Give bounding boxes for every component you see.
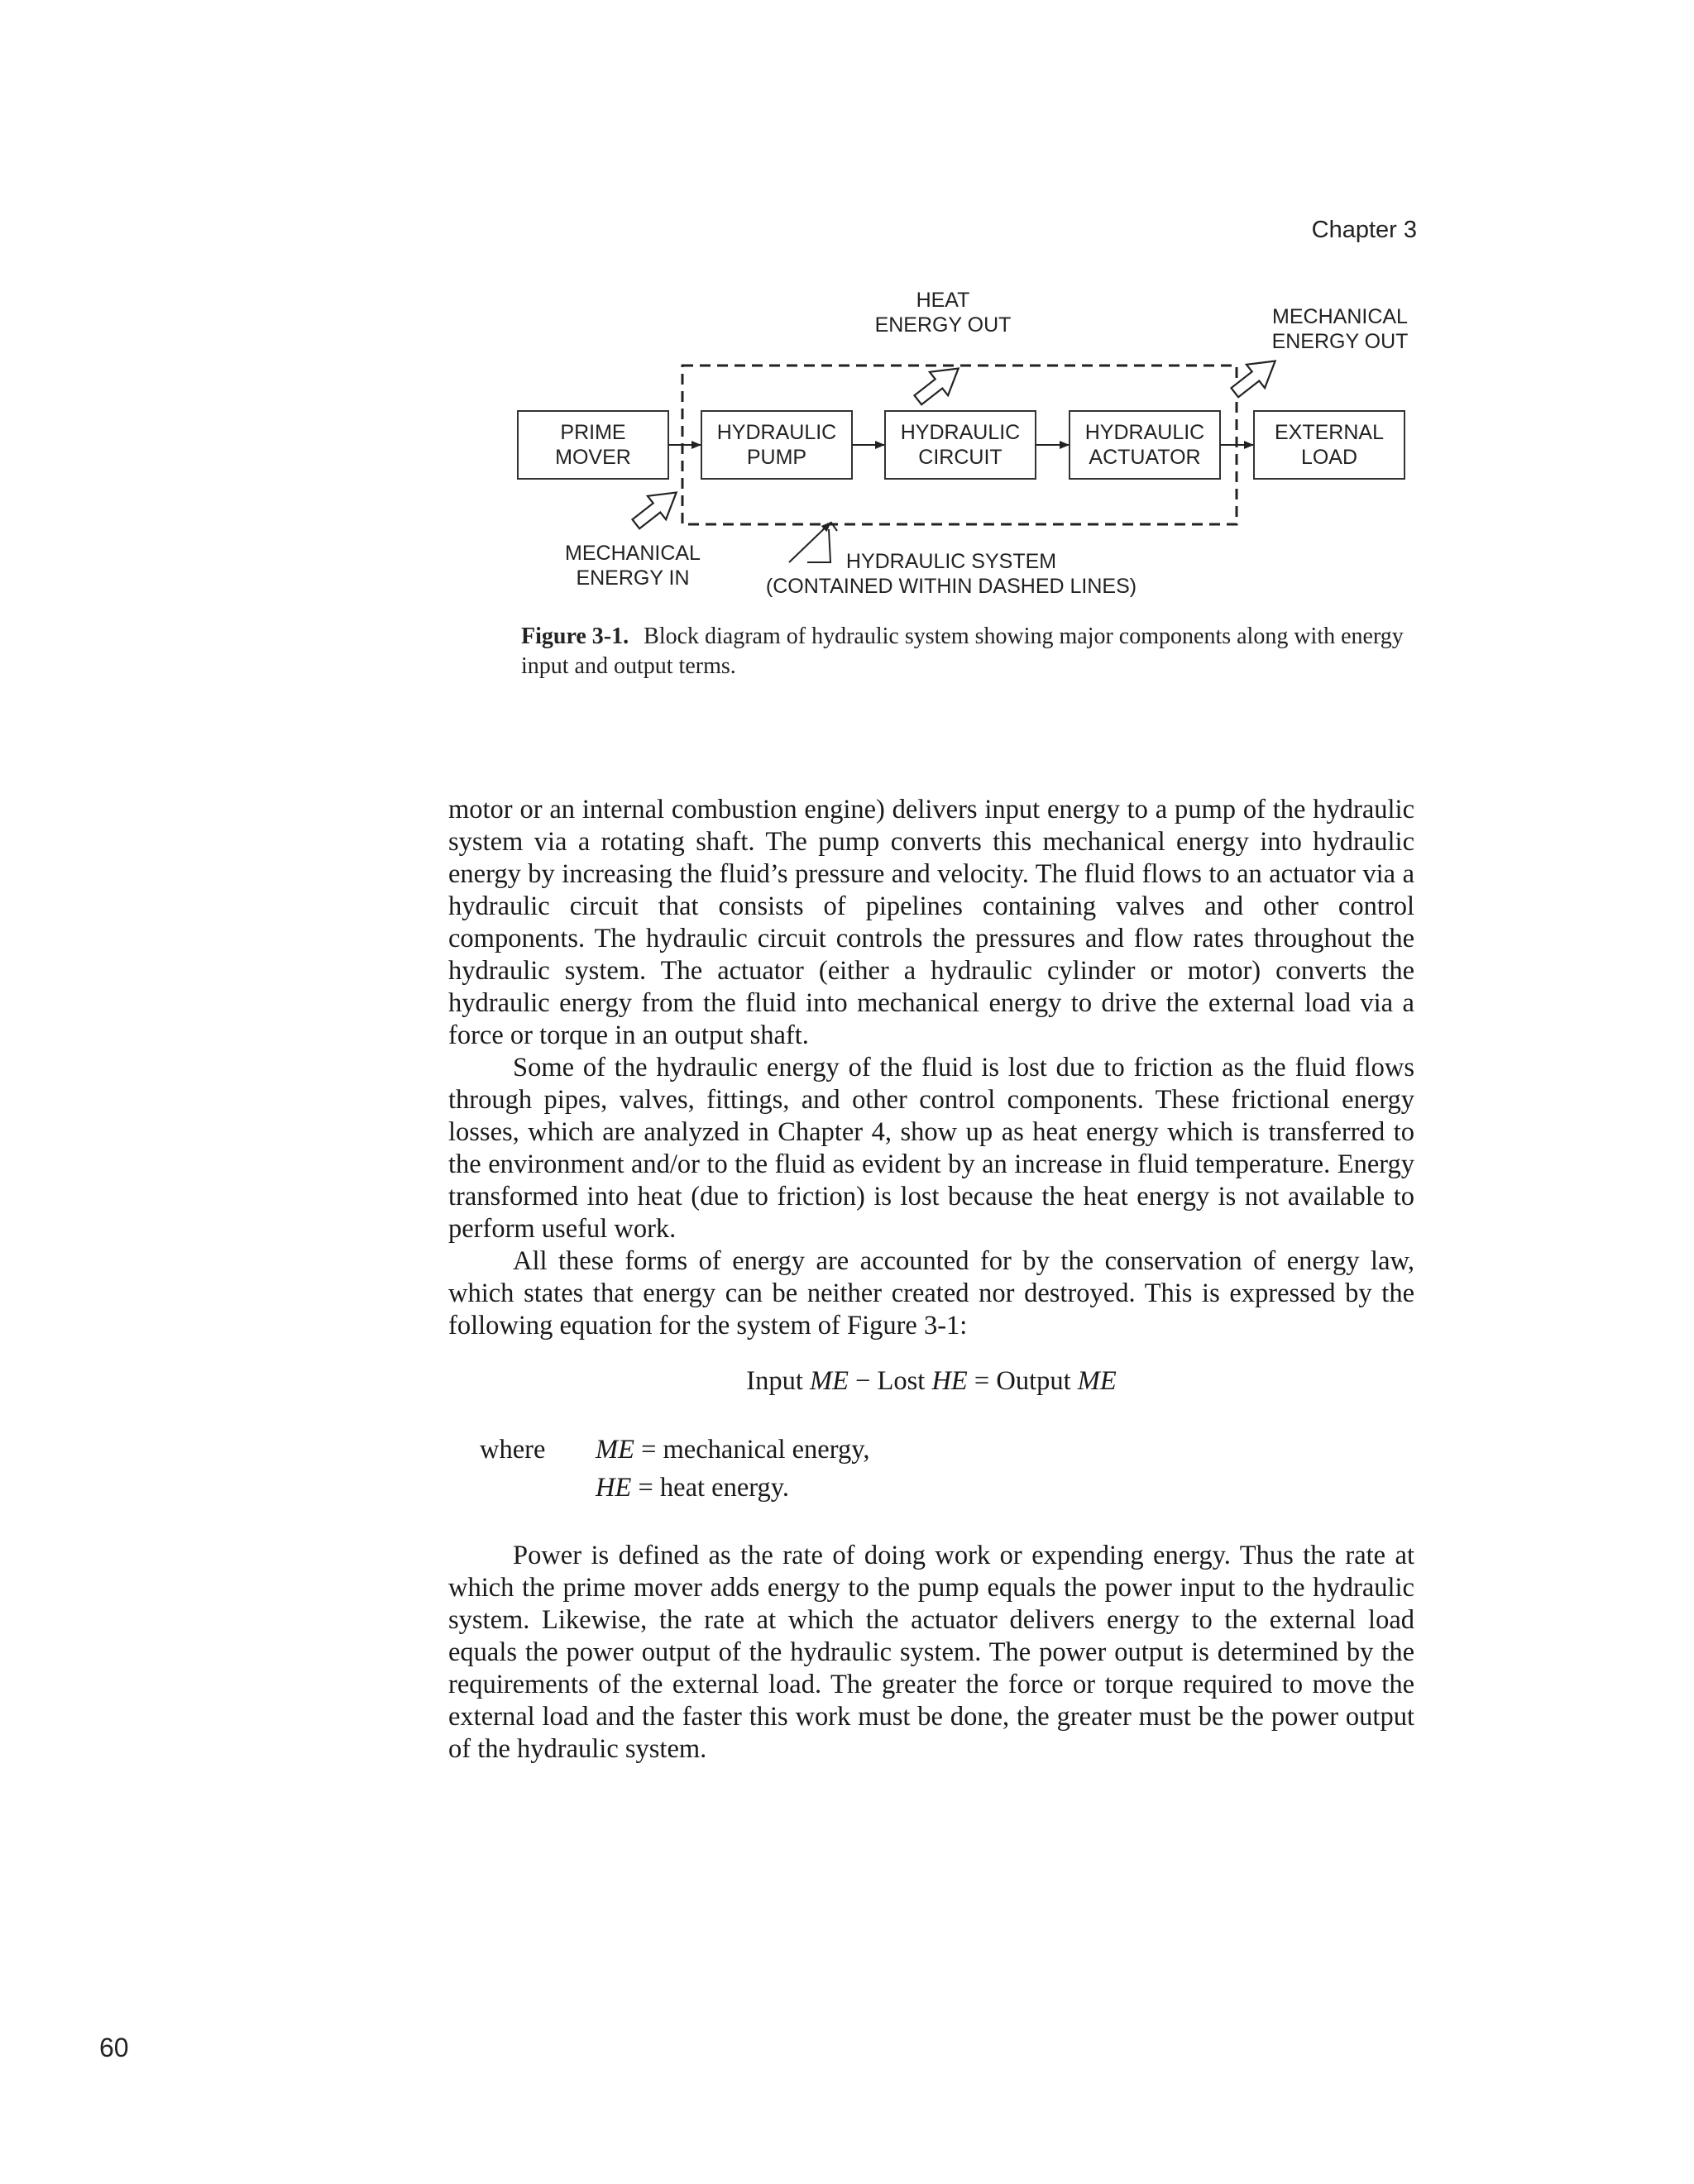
page-number: 60 <box>99 2033 129 2062</box>
external-load-label: EXTERNAL LOAD <box>1275 421 1384 469</box>
where-word: where <box>480 1435 546 1465</box>
figure-caption-text: Block diagram of hydraulic system showing major components along with energy input and output terms. <box>521 624 1404 679</box>
mechanical-energy-in-label: MECHANICAL ENERGY IN <box>565 542 701 590</box>
figure-caption-label: Figure 3-1. <box>521 624 629 649</box>
paragraph-2: Some of the hydraulic energy of the fluid is lost due to friction as the fluid flows through pipes, valves, fittings, and other control components. These frictional energy losses, which are analyzed in Chapter 4, show up as heat energy which is transferred to the environment and/or to the fluid as evident by an increase in fluid temperature. Energy transformed into heat (due to friction) is lost because the heat energy is not available to perform useful work. <box>448 1053 1414 1244</box>
paragraph-3: All these forms of energy are accounted for by the conservation of energy law, which states that energy can be neither created nor destroyed. This is expressed by the following equation for the system of Figure 3-1: <box>448 1246 1414 1341</box>
prime-mover-label: PRIME MOVER <box>555 421 631 469</box>
figure-3-1 <box>513 281 1414 612</box>
body-text-bottom <box>448 1540 1414 1766</box>
hydraulic-actuator-label: HYDRAULIC ACTUATOR <box>1084 421 1205 469</box>
hydraulic-pump-label: HYDRAULIC PUMP <box>716 421 837 469</box>
paragraph-1: motor or an internal combustion engine) delivers input energy to a pump of the hydraulic system via a rotating shaft. The pump converts this mechanical energy into hydraulic energy by increasing the fluid’s pressure and velocity. The fluid flows to an actuator via a hydraulic circuit that consists of pipelines containing valves and other control components. The hydraulic circuit controls the pressures and flow rates throughout the hydraulic system. The actuator (either a hydraulic cylinder or motor) converts the hydraulic energy from the fluid into mechanical energy to drive the external load via a force or torque in an output shaft. <box>448 795 1414 1050</box>
energy-equation: Input ME − Lost HE = Output ME <box>746 1366 1117 1396</box>
mechanical-energy-out-label: MECHANICAL ENERGY OUT <box>1271 305 1409 353</box>
paragraph-4: Power is defined as the rate of doing work or expending energy. Thus the rate at which the prime mover adds energy to the pump equals the power input to the hydraulic system. Likewise, the rate at which the actuator delivers energy to the external load equals the power output of the hydraulic system. The power output is determined by the requirements of the external load. The greater the force or torque required to move the external load and the faster this work must be done, the greater must be the power output of the hydraulic system. <box>448 1541 1414 1764</box>
hydraulic-circuit-label: HYDRAULIC CIRCUIT <box>900 421 1021 469</box>
mechanical-energy-out-arrow <box>1226 349 1285 404</box>
hydraulic-system-label: HYDRAULIC SYSTEM (CONTAINED WITHIN DASHED LINES) <box>765 550 1137 598</box>
variable-definitions: where ME = mechanical energy, HE = heat energy. <box>480 1431 869 1507</box>
chapter-header: Chapter 3 <box>1311 217 1417 243</box>
figure-caption <box>521 622 1414 681</box>
heat-energy-out-label: HEAT ENERGY OUT <box>874 289 1012 337</box>
body-text-top <box>448 794 1414 1342</box>
mechanical-energy-in-arrow <box>627 480 686 536</box>
